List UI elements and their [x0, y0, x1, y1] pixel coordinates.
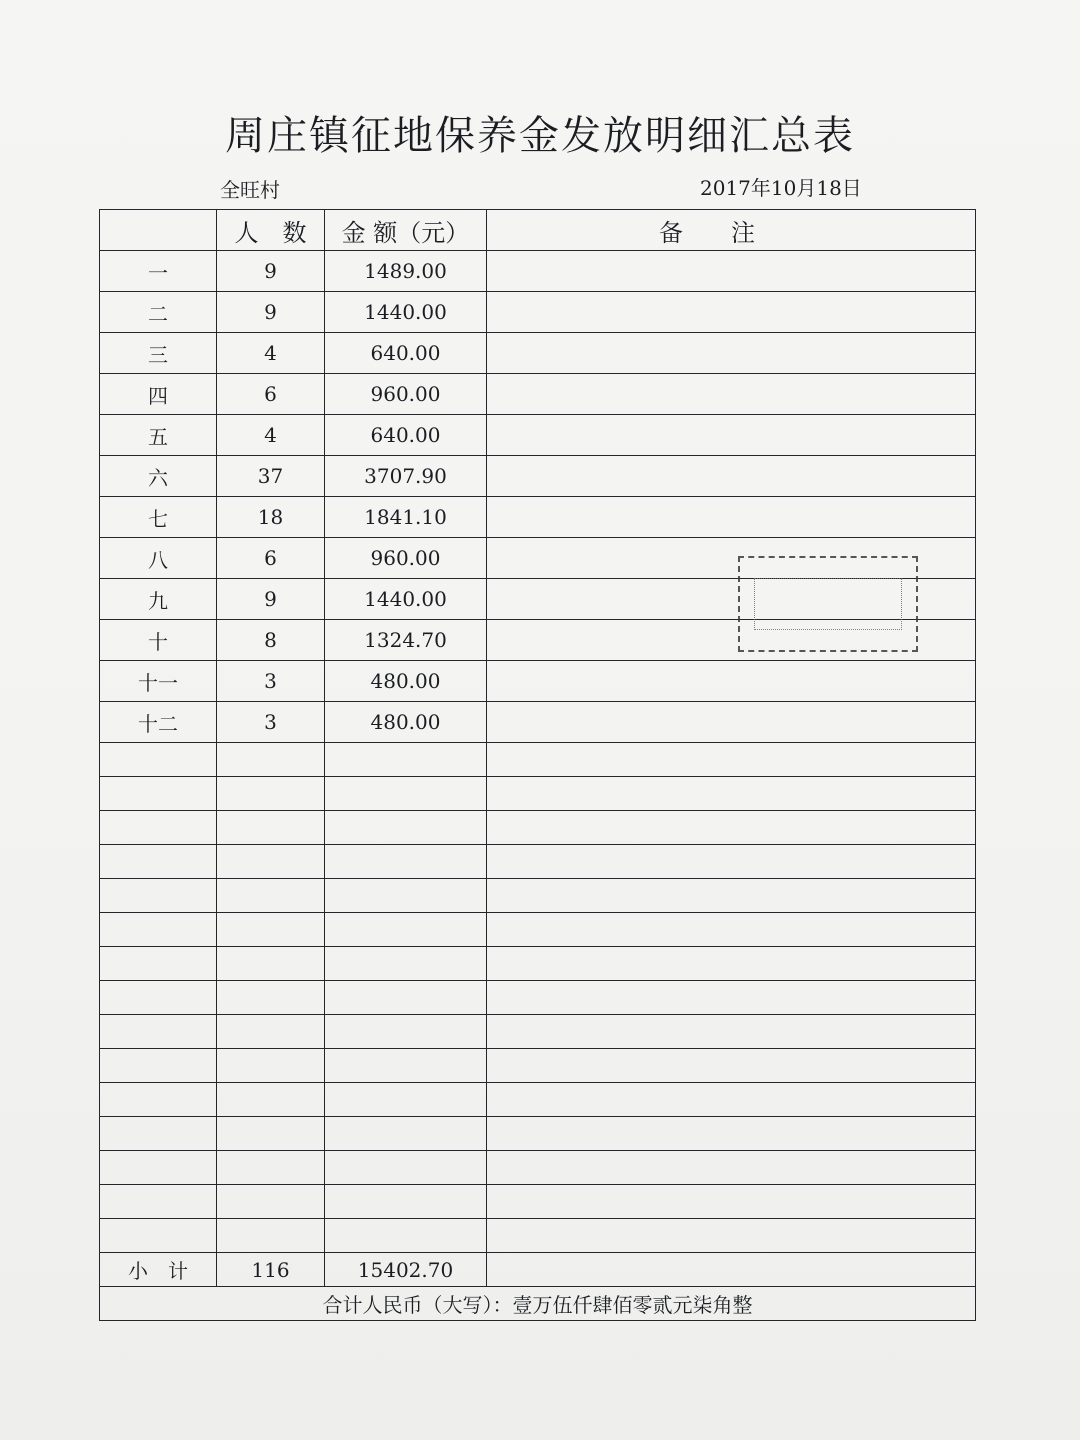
subtotal-row: [100, 1253, 976, 1287]
blank-cell: [487, 947, 976, 981]
blank-cell: [217, 1049, 325, 1083]
subtotal-amount: 15402.70: [325, 1253, 487, 1287]
row-remark-cell: [487, 251, 976, 292]
blank-cell: [487, 1151, 976, 1185]
blank-cell: [100, 947, 217, 981]
blank-cell: [487, 1219, 976, 1253]
row-remark-cell: [487, 415, 976, 456]
row-people-cell: 3: [217, 661, 325, 702]
blank-cell: [325, 947, 487, 981]
row-group-cell: 十二: [100, 702, 217, 743]
row-people-cell: 9: [217, 251, 325, 292]
row-group-cell: 四: [100, 374, 217, 415]
blank-cell: [325, 1049, 487, 1083]
blank-cell: [100, 1151, 217, 1185]
blank-cell: [217, 1151, 325, 1185]
header-amount: 金 额（元）: [325, 210, 487, 251]
row-people-cell: 18: [217, 497, 325, 538]
row-group-cell: 十: [100, 620, 217, 661]
blank-cell: [217, 1083, 325, 1117]
blank-cell: [325, 1117, 487, 1151]
blank-cell: [100, 1049, 217, 1083]
row-remark-cell: [487, 702, 976, 743]
table-row: [100, 456, 976, 497]
header-remark: 备注: [487, 210, 976, 251]
blank-row: [100, 1015, 976, 1049]
blank-row: [100, 947, 976, 981]
row-remark-cell: [487, 497, 976, 538]
row-amount-cell: 1489.00: [325, 251, 487, 292]
blank-cell: [325, 879, 487, 913]
payment-table: [99, 209, 976, 1321]
blank-cell: [217, 743, 325, 777]
blank-cell: [487, 913, 976, 947]
row-group-cell: 九: [100, 579, 217, 620]
total-amount-in-words: 合计人民币（大写）：壹万伍仟肆佰零贰元柒角整: [100, 1287, 976, 1321]
row-group-cell: 六: [100, 456, 217, 497]
blank-cell: [325, 777, 487, 811]
blank-cell: [217, 1185, 325, 1219]
blank-cell: [217, 1117, 325, 1151]
blank-row: [100, 743, 976, 777]
blank-cell: [217, 879, 325, 913]
blank-row: [100, 1219, 976, 1253]
row-amount-cell: 640.00: [325, 333, 487, 374]
blank-cell: [325, 845, 487, 879]
blank-cell: [100, 1117, 217, 1151]
row-people-cell: 37: [217, 456, 325, 497]
blank-row: [100, 777, 976, 811]
row-remark-cell: [487, 456, 976, 497]
table-row: [100, 333, 976, 374]
table-row: [100, 702, 976, 743]
blank-cell: [100, 777, 217, 811]
row-amount-cell: 1440.00: [325, 292, 487, 333]
row-amount-cell: 1324.70: [325, 620, 487, 661]
blank-row: [100, 845, 976, 879]
page-title: 周庄镇征地保养金发放明细汇总表: [225, 113, 855, 159]
header-people: 人 数: [217, 210, 325, 251]
blank-cell: [217, 913, 325, 947]
blank-cell: [487, 845, 976, 879]
blank-row: [100, 879, 976, 913]
blank-cell: [217, 1219, 325, 1253]
row-group-cell: 八: [100, 538, 217, 579]
row-group-cell: 十一: [100, 661, 217, 702]
blank-cell: [100, 981, 217, 1015]
blank-cell: [487, 981, 976, 1015]
row-group-cell: 一: [100, 251, 217, 292]
blank-cell: [100, 1083, 217, 1117]
header-group-cell: [100, 210, 217, 251]
blank-cell: [325, 1083, 487, 1117]
subtotal-people: 116: [217, 1253, 325, 1287]
blank-cell: [217, 777, 325, 811]
blank-cell: [325, 1015, 487, 1049]
blank-cell: [217, 811, 325, 845]
blank-cell: [217, 1015, 325, 1049]
row-group-cell: 七: [100, 497, 217, 538]
row-people-cell: 9: [217, 292, 325, 333]
blank-row: [100, 1185, 976, 1219]
blank-row: [100, 1049, 976, 1083]
row-people-cell: 6: [217, 374, 325, 415]
blank-cell: [100, 811, 217, 845]
row-amount-cell: 3707.90: [325, 456, 487, 497]
blank-cell: [100, 879, 217, 913]
blank-cell: [487, 1015, 976, 1049]
blank-cell: [325, 981, 487, 1015]
row-amount-cell: 480.00: [325, 661, 487, 702]
subtotal-remark: [487, 1253, 976, 1287]
row-people-cell: 8: [217, 620, 325, 661]
table-row: [100, 497, 976, 538]
seal-inner-border: [754, 578, 902, 630]
blank-cell: [100, 1219, 217, 1253]
table-row: [100, 415, 976, 456]
blank-cell: [325, 913, 487, 947]
blank-cell: [100, 913, 217, 947]
official-seal-stamp: [738, 556, 918, 652]
row-remark-cell: [487, 333, 976, 374]
row-amount-cell: 960.00: [325, 374, 487, 415]
table-header-row: [100, 210, 976, 251]
row-amount-cell: 480.00: [325, 702, 487, 743]
row-amount-cell: 640.00: [325, 415, 487, 456]
blank-cell: [325, 811, 487, 845]
blank-row: [100, 981, 976, 1015]
row-amount-cell: 1440.00: [325, 579, 487, 620]
table-row: [100, 251, 976, 292]
row-group-cell: 五: [100, 415, 217, 456]
table-row: [100, 292, 976, 333]
blank-cell: [487, 1117, 976, 1151]
row-people-cell: 9: [217, 579, 325, 620]
blank-cell: [487, 743, 976, 777]
table-row: [100, 661, 976, 702]
table-row: [100, 374, 976, 415]
blank-row: [100, 1083, 976, 1117]
village-name: 全旺村: [220, 178, 280, 202]
blank-cell: [325, 1185, 487, 1219]
row-people-cell: 4: [217, 415, 325, 456]
row-amount-cell: 1841.10: [325, 497, 487, 538]
blank-row: [100, 811, 976, 845]
total-row: [100, 1287, 976, 1321]
blank-cell: [487, 1185, 976, 1219]
blank-cell: [487, 879, 976, 913]
row-remark-cell: [487, 661, 976, 702]
blank-cell: [325, 743, 487, 777]
blank-cell: [325, 1219, 487, 1253]
blank-row: [100, 1117, 976, 1151]
row-group-cell: 二: [100, 292, 217, 333]
blank-cell: [217, 845, 325, 879]
blank-cell: [100, 845, 217, 879]
blank-cell: [325, 1151, 487, 1185]
blank-row: [100, 913, 976, 947]
document-date: 2017年10月18日: [700, 176, 862, 200]
blank-cell: [487, 1083, 976, 1117]
blank-cell: [487, 1049, 976, 1083]
row-people-cell: 6: [217, 538, 325, 579]
blank-cell: [100, 743, 217, 777]
blank-cell: [217, 947, 325, 981]
blank-cell: [100, 1015, 217, 1049]
row-amount-cell: 960.00: [325, 538, 487, 579]
blank-cell: [100, 1185, 217, 1219]
row-group-cell: 三: [100, 333, 217, 374]
blank-cell: [487, 811, 976, 845]
subtotal-label: 小 计: [100, 1253, 217, 1287]
blank-cell: [487, 777, 976, 811]
blank-cell: [217, 981, 325, 1015]
row-remark-cell: [487, 292, 976, 333]
row-people-cell: 4: [217, 333, 325, 374]
row-people-cell: 3: [217, 702, 325, 743]
row-remark-cell: [487, 374, 976, 415]
blank-row: [100, 1151, 976, 1185]
